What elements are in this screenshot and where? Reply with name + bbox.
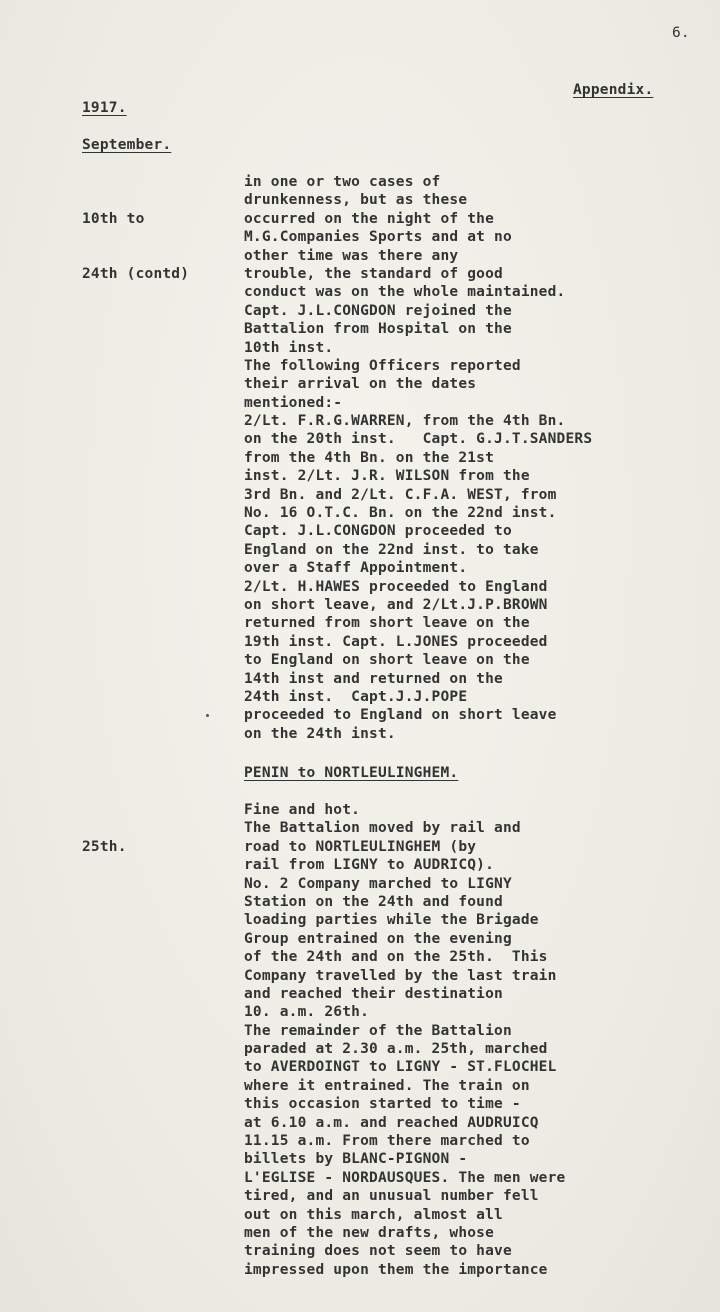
text-line: training does not seem to have — [244, 1243, 512, 1260]
text-line: conduct was on the whole maintained. — [244, 284, 566, 301]
text-line: where it entrained. The train on — [244, 1077, 530, 1094]
text-line: proceeded to England on short leave — [244, 707, 557, 724]
entry-date-line: 10th to — [82, 210, 145, 227]
text-line: billets by BLANC-PIGNON - — [244, 1151, 468, 1168]
text-line: this occasion started to time - — [244, 1096, 521, 1113]
text-line: 14th inst and returned on the — [244, 670, 503, 687]
text-line: 19th inst. Capt. L.JONES proceeded — [244, 633, 548, 650]
text-line: on the 24th inst. — [244, 725, 396, 742]
text-line: of the 24th and on the 25th. This — [244, 949, 548, 966]
text-line: tired, and an unusual number fell — [244, 1188, 539, 1205]
text-line: 2/Lt. H.HAWES proceeded to England — [244, 578, 548, 595]
text-line: on short leave, and 2/Lt.J.P.BROWN — [244, 596, 548, 613]
text-line: out on this march, almost all — [244, 1206, 503, 1223]
text-line: Company travelled by the last train — [244, 967, 557, 984]
year-heading: 1917. — [82, 100, 127, 116]
text-line: The following Officers reported — [244, 357, 521, 374]
text-line: Group entrained on the evening — [244, 930, 512, 947]
text-line: their arrival on the dates — [244, 376, 477, 393]
entry-date — [82, 173, 189, 320]
text-line: L'EGLISE - NORDAUSQUES. The men were — [244, 1169, 566, 1186]
text-line: Fine and hot. — [244, 802, 361, 818]
text-line: mentioned:- — [244, 394, 343, 411]
text-line: rail from LIGNY to AUDRICQ). — [244, 857, 495, 874]
month-heading: September. — [82, 137, 172, 153]
text-line: 24th inst. Capt.J.J.POPE — [244, 688, 468, 705]
text-line: from the 4th Bn. on the 21st — [244, 449, 495, 466]
entry-date-line: 24th (contd) — [82, 266, 190, 283]
text-line: over a Staff Appointment. — [244, 560, 468, 577]
text-line: returned from short leave on the — [244, 615, 530, 632]
text-line: 11.15 a.m. From there marched to — [244, 1133, 530, 1150]
text-line: trouble, the standard of good — [244, 265, 503, 282]
text-line: road to NORTLEULINGHEM (by — [244, 838, 477, 855]
text-line: in one or two cases of — [244, 174, 441, 190]
text-line: drunkenness, but as these — [244, 192, 468, 209]
text-line: loading parties while the Brigade — [244, 912, 539, 929]
text-line: 2/Lt. F.R.G.WARREN, from the 4th Bn. — [244, 413, 566, 430]
text-line: and reached their destination — [244, 985, 503, 1002]
text-line: men of the new drafts, whose — [244, 1224, 495, 1241]
text-line: to England on short leave on the — [244, 652, 530, 669]
paper-speck — [206, 714, 209, 717]
text-line: Station on the 24th and found — [244, 893, 503, 910]
text-line: other time was there any — [244, 247, 459, 264]
text-line: inst. 2/Lt. J.R. WILSON from the — [244, 468, 530, 485]
section-heading: PENIN to NORTLEULINGHEM. — [244, 765, 459, 781]
text-line: to AVERDOINGT to LIGNY - ST.FLOCHEL — [244, 1059, 557, 1076]
text-line: 10. a.m. 26th. — [244, 1004, 370, 1021]
text-line: Capt. J.L.CONGDON rejoined the — [244, 302, 512, 319]
entry-text — [244, 173, 592, 743]
text-line: occurred on the night of the — [244, 210, 495, 227]
text-line: No. 16 O.T.C. Bn. on the 22nd inst. — [244, 505, 557, 522]
text-line: Battalion from Hospital on the — [244, 321, 512, 338]
text-line: paraded at 2.30 a.m. 25th, marched — [244, 1041, 548, 1058]
text-line: on the 20th inst. Capt. G.J.T.SANDERS — [244, 431, 593, 448]
appendix-label: Appendix. — [573, 82, 654, 98]
text-line: The Battalion moved by rail and — [244, 820, 521, 837]
entry-date-line: 25th. — [82, 838, 127, 855]
text-line: M.G.Companies Sports and at no — [244, 229, 512, 246]
text-line: Capt. J.L.CONGDON proceeded to — [244, 523, 512, 540]
page-number: 6. — [672, 25, 690, 41]
entry-text — [244, 801, 565, 1279]
text-line: 3rd Bn. and 2/Lt. C.F.A. WEST, from — [244, 486, 557, 503]
text-line: 10th inst. — [244, 339, 334, 356]
text-line: The remainder of the Battalion — [244, 1022, 512, 1039]
text-line: England on the 22nd inst. to take — [244, 541, 539, 558]
text-line: impressed upon them the importance — [244, 1261, 548, 1278]
text-line: at 6.10 a.m. and reached AUDRUICQ — [244, 1114, 539, 1131]
entry-date — [82, 801, 127, 893]
text-line: No. 2 Company marched to LIGNY — [244, 875, 512, 892]
